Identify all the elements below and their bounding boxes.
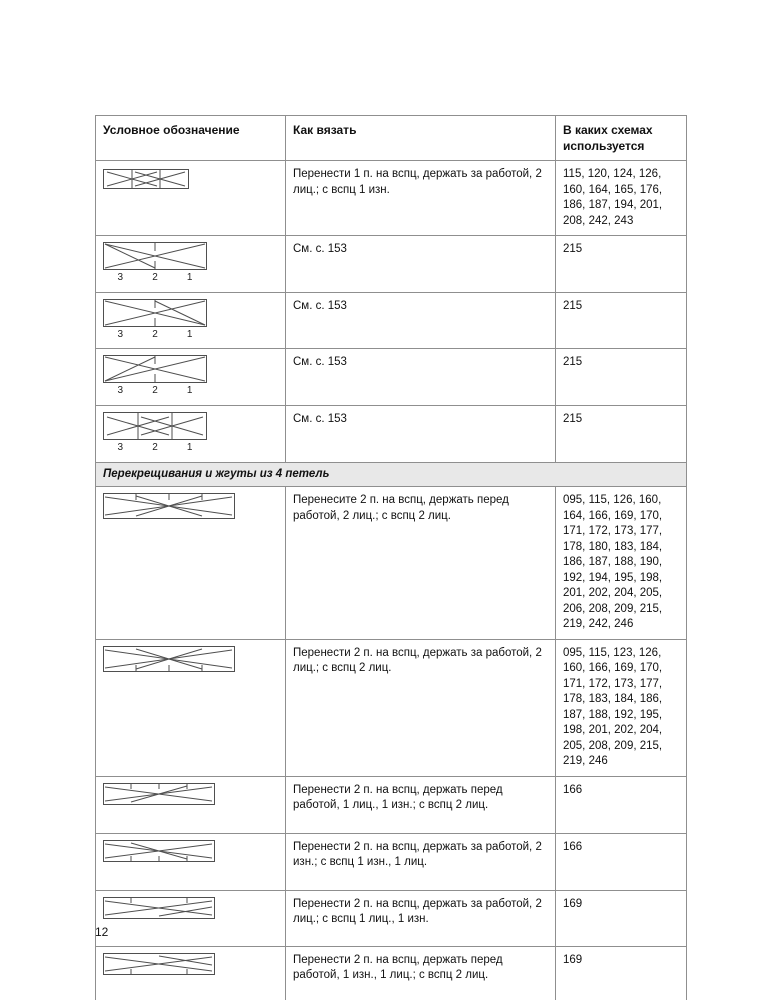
stitch-numbers xyxy=(103,384,207,398)
stitch-numbers xyxy=(103,328,207,342)
stitch-number: 2 xyxy=(152,385,158,397)
how-text: См. с. 153 xyxy=(293,356,347,369)
table-row xyxy=(96,833,687,890)
how-text: Перенесите 2 п. на вспц, держать перед работой, 2 лиц.; с вспц 2 лиц. xyxy=(293,494,509,522)
symbol-cell xyxy=(96,405,286,462)
how-text: Перенести 2 п. на вспц, держать перед работой, 1 изн., 1 лиц.; с вспц 2 лиц. xyxy=(293,953,503,982)
schemes-text: 169 xyxy=(563,897,583,910)
symbol-cell xyxy=(96,833,286,890)
schemes-text: 169 xyxy=(563,953,583,966)
schemes-text: 215 xyxy=(563,356,583,369)
schemes-text: 115, 120, 124, 126, 160, 164, 165, 176, 186, 187, 194, 201, 208, 242, 243 xyxy=(563,168,663,227)
table-row xyxy=(96,405,687,462)
how-text: См. с. 153 xyxy=(293,299,347,312)
schemes-cell xyxy=(556,833,687,890)
header-schemes: В каких схемах используется xyxy=(556,116,687,161)
stitch-number: 3 xyxy=(117,328,124,340)
how-text: Перенести 2 п. на вспц, держать за работой, 2 лиц.; с вспц 2 лиц. xyxy=(293,646,542,675)
schemes-cell xyxy=(556,776,687,833)
header-how-to-knit: Как вязать xyxy=(286,116,556,161)
schemes-text: 215 xyxy=(563,412,583,425)
stitch-number: 1 xyxy=(186,441,193,453)
stitch-numbers xyxy=(103,441,207,455)
how-to-knit-cell xyxy=(286,833,556,890)
how-text: Перенести 1 п. на вспц, держать за работой, 2 лиц.; с вспц 1 изн. xyxy=(293,168,542,196)
schemes-text: 215 xyxy=(563,243,583,256)
table-header-row xyxy=(96,116,687,161)
table-row xyxy=(96,946,687,1000)
symbol-cell xyxy=(96,890,286,946)
schemes-text: 095, 115, 123, 126, 160, 166, 169, 170, 171, 172, 173, 177, 178, 183, 184, 186, 187, 188, 192, 195, 198, 201, 202, 204, 205, 208, 209, 215, 219, 246 xyxy=(563,646,663,768)
how-text: См. с. 153 xyxy=(293,243,347,256)
symbol-cell xyxy=(96,776,286,833)
symbol-cell xyxy=(96,236,286,293)
schemes-cell xyxy=(556,405,687,462)
how-to-knit-cell xyxy=(286,487,556,640)
schemes-cell xyxy=(556,946,687,1000)
table-row xyxy=(96,639,687,776)
schemes-text: 215 xyxy=(563,299,583,312)
cable-cross-symbol-icon xyxy=(103,493,235,519)
how-text: Перенести 2 п. на вспц, держать за работой, 2 изн.; с вспц 1 изн., 1 лиц. xyxy=(293,840,542,869)
symbol-cell xyxy=(96,161,286,236)
cable-cross-symbol-icon xyxy=(103,646,235,672)
how-text: Перенести 2 п. на вспц, держать за работой, 2 лиц.; с вспц 1 лиц., 1 изн. xyxy=(293,897,542,926)
schemes-cell xyxy=(556,349,687,406)
table-row xyxy=(96,890,687,946)
stitch-number: 3 xyxy=(117,441,124,453)
how-to-knit-cell xyxy=(286,639,556,776)
table-row xyxy=(96,292,687,349)
stitch-number: 1 xyxy=(186,272,193,284)
page-number: 12 xyxy=(95,925,109,939)
schemes-text: 095, 115, 126, 160, 164, 166, 169, 170, 171, 172, 173, 177, 178, 180, 183, 184, 186, 187, 188, 190, 192, 194, 195, 198, 201, 202, 204, 205, 206, 208, 209, 215, 219, 242, 246 xyxy=(563,494,663,631)
how-text: См. с. 153 xyxy=(293,412,347,425)
stitch-number: 2 xyxy=(152,328,158,340)
cable-cross-symbol-icon xyxy=(103,840,215,862)
schemes-cell xyxy=(556,890,687,946)
stitch-number: 3 xyxy=(117,272,124,284)
how-to-knit-cell xyxy=(286,161,556,236)
table-row xyxy=(96,349,687,406)
header-symbol: Условное обозначение xyxy=(96,116,286,161)
schemes-cell xyxy=(556,639,687,776)
how-text: Перенести 2 п. на вспц, держать перед работой, 1 лиц., 1 изн.; с вспц 2 лиц. xyxy=(293,783,503,812)
cable-cross-symbol-icon xyxy=(103,897,215,919)
symbols-table-wrap xyxy=(95,115,687,1000)
how-to-knit-cell xyxy=(286,349,556,406)
how-to-knit-cell xyxy=(286,776,556,833)
schemes-cell xyxy=(556,292,687,349)
section-header-row xyxy=(96,462,687,487)
schemes-text: 166 xyxy=(563,783,583,796)
schemes-cell xyxy=(556,161,687,236)
cable-cross-symbol-icon xyxy=(103,953,215,975)
table-row xyxy=(96,487,687,640)
symbol-cell xyxy=(96,946,286,1000)
cable-cross-symbol-icon xyxy=(103,299,207,327)
stitch-numbers xyxy=(103,271,207,285)
how-to-knit-cell xyxy=(286,890,556,946)
cable-cross-symbol-icon xyxy=(103,783,215,805)
stitch-number: 3 xyxy=(117,385,124,397)
how-to-knit-cell xyxy=(286,292,556,349)
how-to-knit-cell xyxy=(286,405,556,462)
section-title: Перекрещивания и жгуты из 4 петель xyxy=(96,462,687,487)
schemes-text: 166 xyxy=(563,840,583,853)
symbol-cell xyxy=(96,349,286,406)
symbol-cell xyxy=(96,639,286,776)
schemes-cell xyxy=(556,236,687,293)
how-to-knit-cell xyxy=(286,946,556,1000)
schemes-cell xyxy=(556,487,687,640)
knitting-symbols-table xyxy=(95,115,687,1000)
stitch-number: 2 xyxy=(152,272,158,284)
table-row xyxy=(96,161,687,236)
cable-cross-symbol-icon xyxy=(103,242,207,270)
stitch-number: 2 xyxy=(152,441,158,453)
stitch-number: 1 xyxy=(186,385,193,397)
cable-cross-symbol-icon xyxy=(103,355,207,383)
stitch-number: 1 xyxy=(186,328,193,340)
table-row xyxy=(96,236,687,293)
table-row xyxy=(96,776,687,833)
cable-cross-symbol-icon xyxy=(103,167,189,191)
how-to-knit-cell xyxy=(286,236,556,293)
symbol-cell xyxy=(96,292,286,349)
cable-cross-symbol-icon xyxy=(103,412,207,440)
symbol-cell xyxy=(96,487,286,640)
